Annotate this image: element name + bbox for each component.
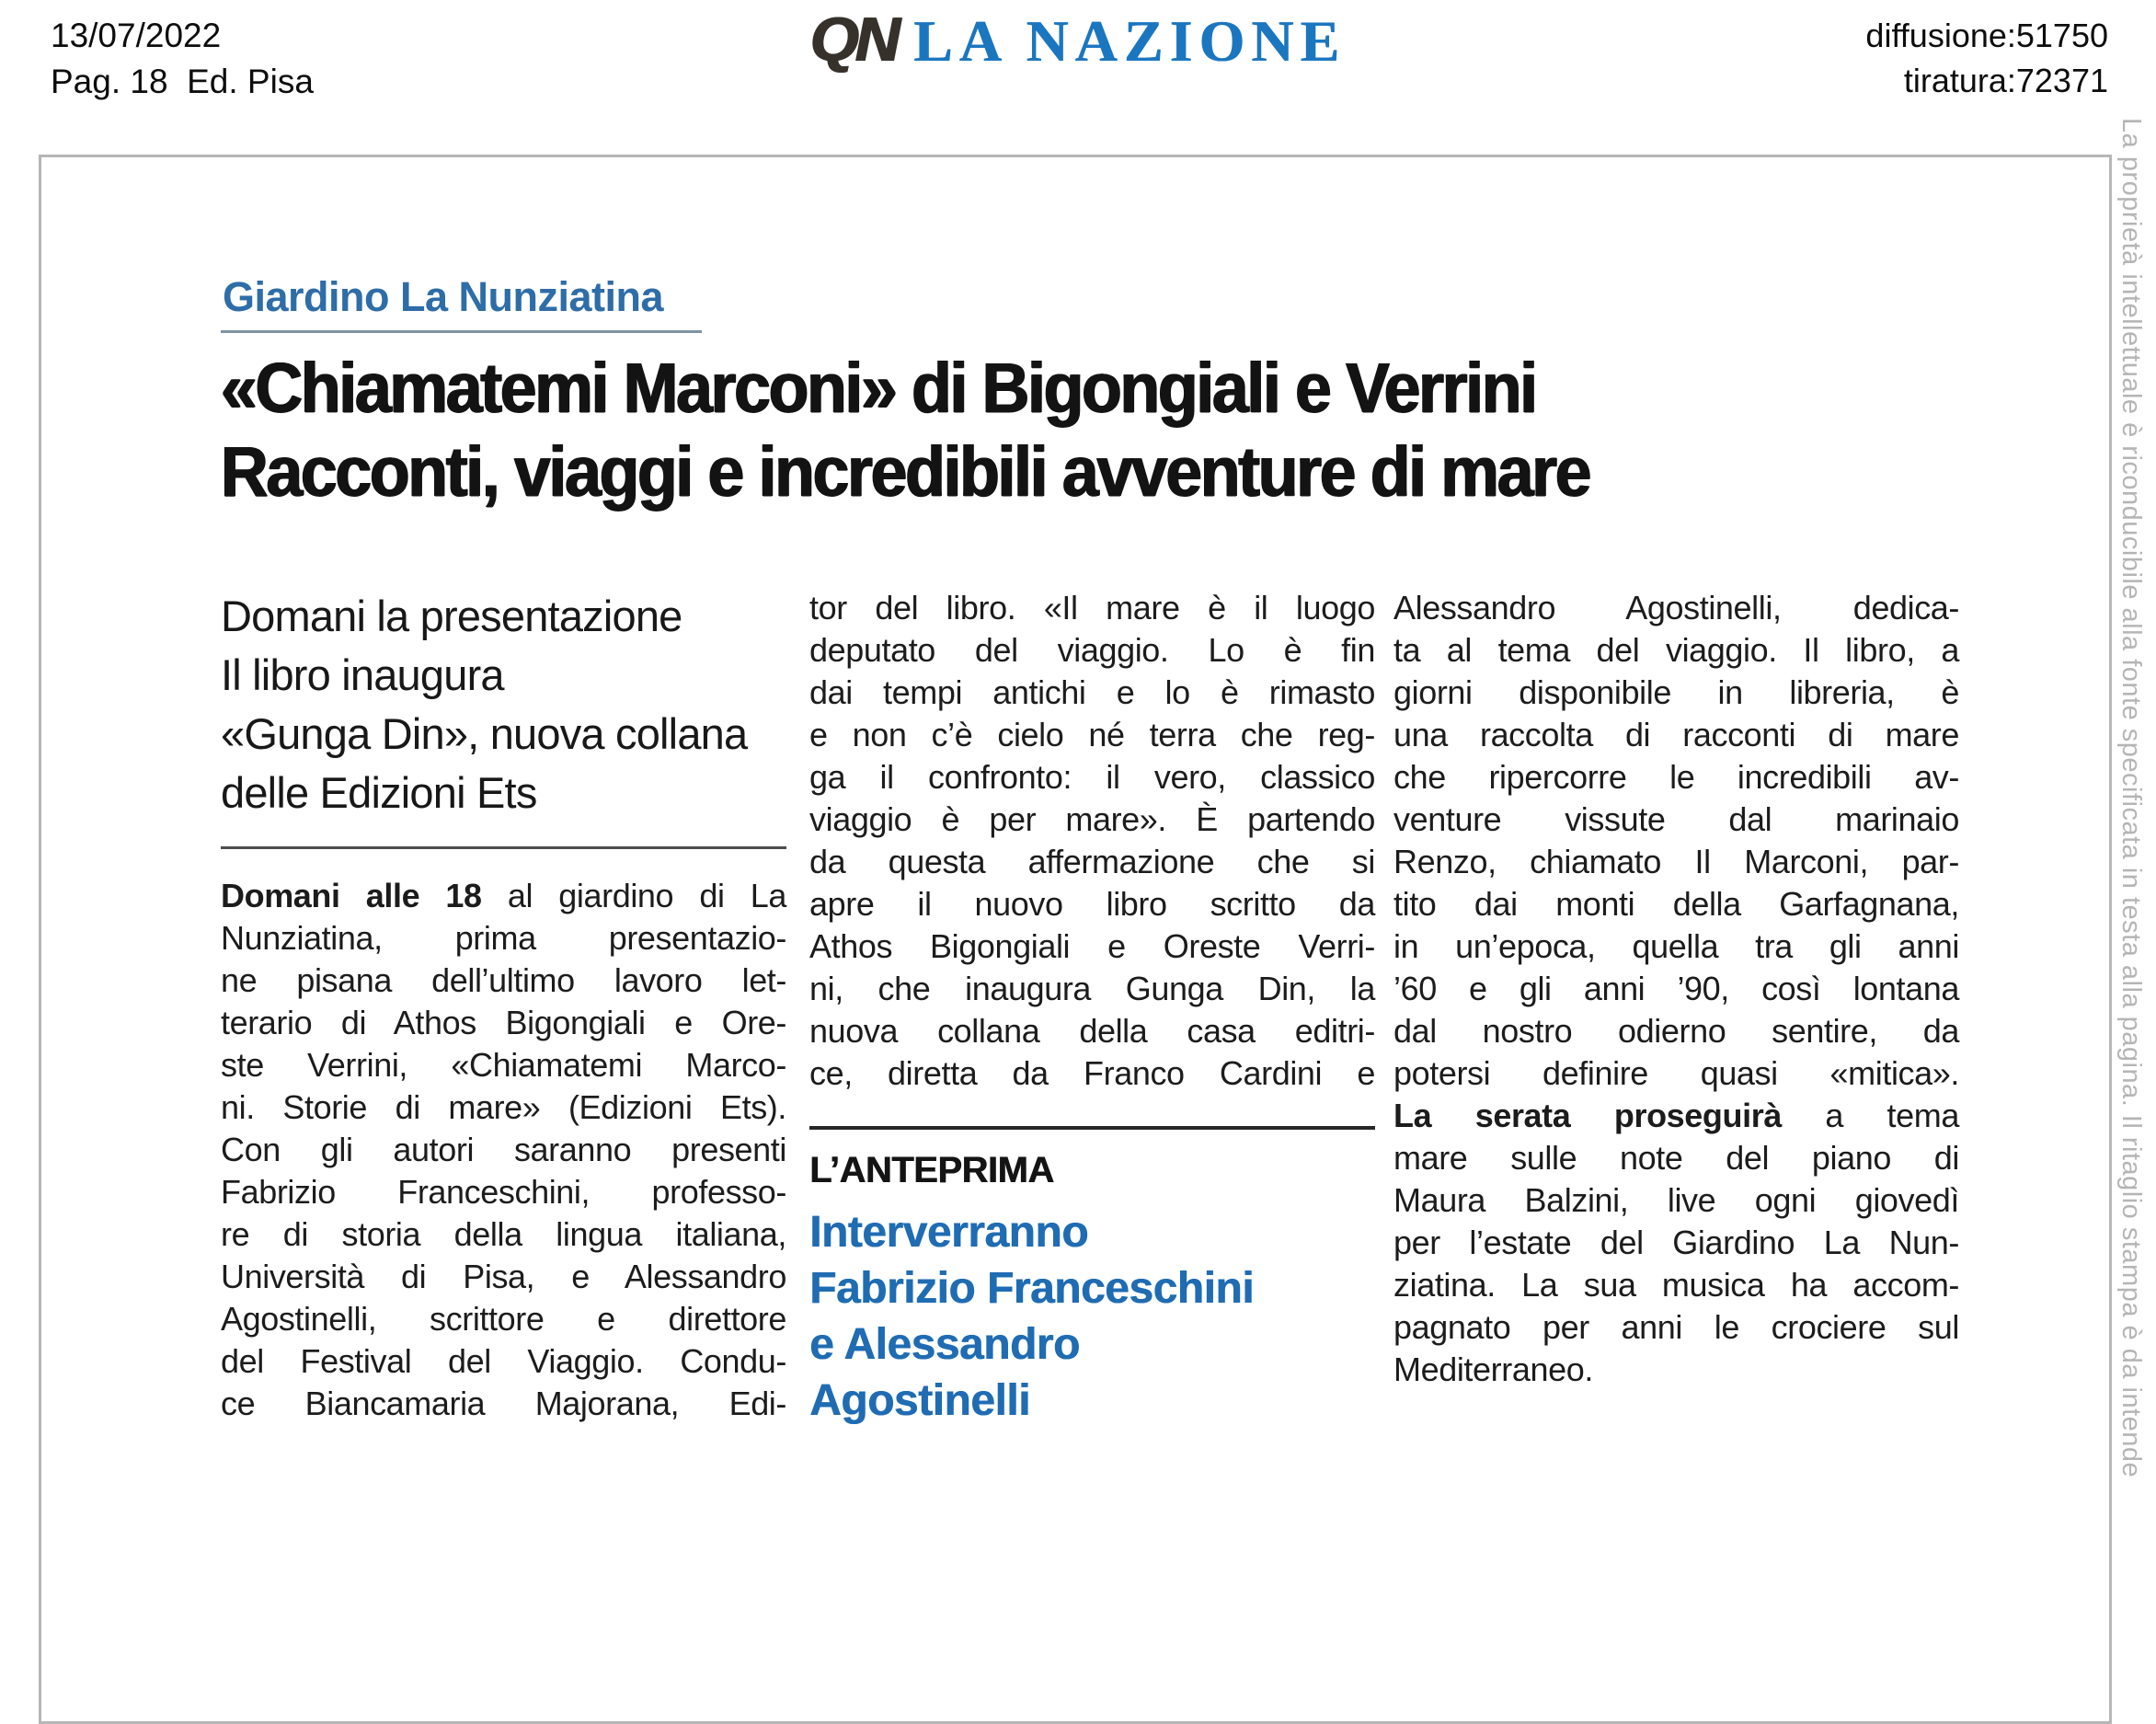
tiratura-value: tiratura:72371 (1903, 62, 2108, 99)
qn-logo: QN (809, 5, 897, 75)
body-line: deputato del viaggio. Lo è fin (809, 631, 1375, 669)
standfirst-line: Domani la presentazione (221, 592, 682, 640)
la-nazione-logo: LA NAZIONE (912, 8, 1347, 74)
body-line: tito dai monti della Garfagnana, (1393, 885, 1959, 923)
standfirst-line: Il libro inaugura (221, 650, 504, 699)
article-column-2 (809, 587, 1375, 1429)
headline-line: «Chiamatemi Marconi» di Bigongiali e Verrini (221, 349, 1536, 428)
body-line: ste Verrini, «Chiamatemi Marco- (221, 1046, 786, 1084)
body-line: Agostinelli, scrittore e direttore (221, 1300, 786, 1338)
body-line: ni, che inaugura Gunga Din, la (809, 970, 1375, 1007)
body-line: Nunziatina, prima presentazio- (221, 919, 786, 957)
body-line: mare sulle note del piano di (1393, 1139, 1959, 1177)
body-line: ’60 e gli anni ’90, così lontana (1393, 970, 1959, 1007)
body-line: che ripercorre le incredibili av- (1393, 758, 1959, 796)
standfirst-line: «Gunga Din», nuova collana (221, 709, 748, 758)
body-line: Maura Balzini, live ogni giovedì (1393, 1181, 1959, 1219)
body-line: ne pisana dell’ultimo lavoro let- (221, 961, 786, 999)
copyright-side-note: La proprietà intellettuale è riconducibile alla fonte specificata in testa alla pagina. Il ritaglio stampa è da intende (2116, 118, 2146, 1478)
clipping-box (39, 155, 2112, 1724)
anteprima-divider (809, 1126, 1375, 1130)
page-edition: Pag. 18 Ed. Pisa (51, 63, 314, 100)
anteprima-name-line: Agostinelli (809, 1376, 1030, 1425)
body-line: Domani alle 18 al giardino di La (221, 877, 787, 914)
body-line: ce, diretta da Franco Cardini e (809, 1054, 1375, 1092)
anteprima-name-line: Interverranno (809, 1208, 1088, 1257)
body-line: ta al tema del viaggio. Il libro, a (1393, 631, 1959, 669)
anteprima-names (809, 1204, 1375, 1429)
body-text-column-3 (1393, 587, 1959, 1391)
clipping-date: 13/07/2022 (51, 17, 222, 54)
body-line: tor del libro. «Il mare è il luogo (809, 589, 1375, 626)
body-line: venture vissute dal marinaio (1393, 800, 1959, 838)
body-line: apre il nuovo libro scritto da (809, 885, 1375, 923)
standfirst-line: delle Edizioni Ets (221, 768, 537, 817)
body-line: ga il confronto: il vero, classico (809, 758, 1375, 796)
body-line: Università di Pisa, e Alessandro (221, 1258, 786, 1295)
body-line: Athos Bigongiali e Oreste Verri- (809, 927, 1375, 965)
body-line: del Festival del Viaggio. Condu- (221, 1342, 786, 1380)
body-line: Alessandro Agostinelli, dedica- (1393, 589, 1959, 626)
body-line: ni. Storie di mare» (Edizioni Ets). (221, 1088, 786, 1126)
body-line: giorni disponibile in libreria, è (1393, 673, 1959, 711)
body-text-column-2 (809, 587, 1375, 1095)
anteprima-label: L’ANTEPRIMA (809, 1150, 1054, 1190)
body-line: da questa affermazione che si (809, 843, 1375, 880)
article-column-3 (1393, 587, 1959, 1391)
article-column-1 (221, 587, 786, 1425)
body-line: per l’estate del Giardino La Nun- (1393, 1224, 1959, 1261)
kicker-underline (221, 273, 702, 333)
kicker: Giardino La Nunziatina (223, 273, 664, 320)
body-line: e non c’è cielo né terra che reg- (809, 716, 1375, 753)
body-line: in un’epoca, quella tra gli anni (1393, 927, 1959, 965)
standfirst (221, 587, 786, 822)
body-line: pagnato per anni le crociere sul (1393, 1308, 1959, 1346)
body-line: Mediterraneo. (1393, 1350, 1593, 1388)
circulation-info (1865, 13, 2108, 103)
body-line: Renzo, chiamato Il Marconi, par- (1393, 843, 1959, 880)
body-line: dai tempi antichi e lo è rimasto (809, 673, 1375, 711)
body-line: dal nostro odierno sentire, da (1393, 1012, 1959, 1050)
anteprima-name-line: Fabrizio Franceschini (809, 1264, 1254, 1313)
body-line: terario di Athos Bigongiali e Ore- (221, 1004, 786, 1041)
masthead-logo (0, 4, 2156, 75)
body-line: re di storia della lingua italiana, (221, 1215, 786, 1253)
headline-line: Racconti, viaggi e incredibili avventure di mare (221, 432, 1590, 511)
body-line: ce Biancamaria Majorana, Edi- (221, 1385, 786, 1422)
body-line: Fabrizio Franceschini, professo- (221, 1173, 786, 1211)
body-line: ziatina. La sua musica ha accom- (1393, 1266, 1959, 1304)
body-line: nuova collana della casa editri- (809, 1012, 1375, 1050)
body-line: viaggio è per mare». È partendo (809, 800, 1375, 838)
body-line: Con gli autori saranno presenti (221, 1131, 786, 1168)
body-line: una raccolta di racconti di mare (1393, 716, 1959, 753)
diffusione-value: diffusione:51750 (1865, 17, 2108, 54)
anteprima-name-line: e Alessandro (809, 1320, 1080, 1369)
headline (221, 347, 1589, 514)
body-line: potersi definire quasi «mitica». (1393, 1054, 1959, 1092)
standfirst-divider (221, 846, 786, 849)
body-text-column-1 (221, 875, 786, 1425)
body-line: La serata proseguirà a tema (1393, 1097, 1959, 1134)
